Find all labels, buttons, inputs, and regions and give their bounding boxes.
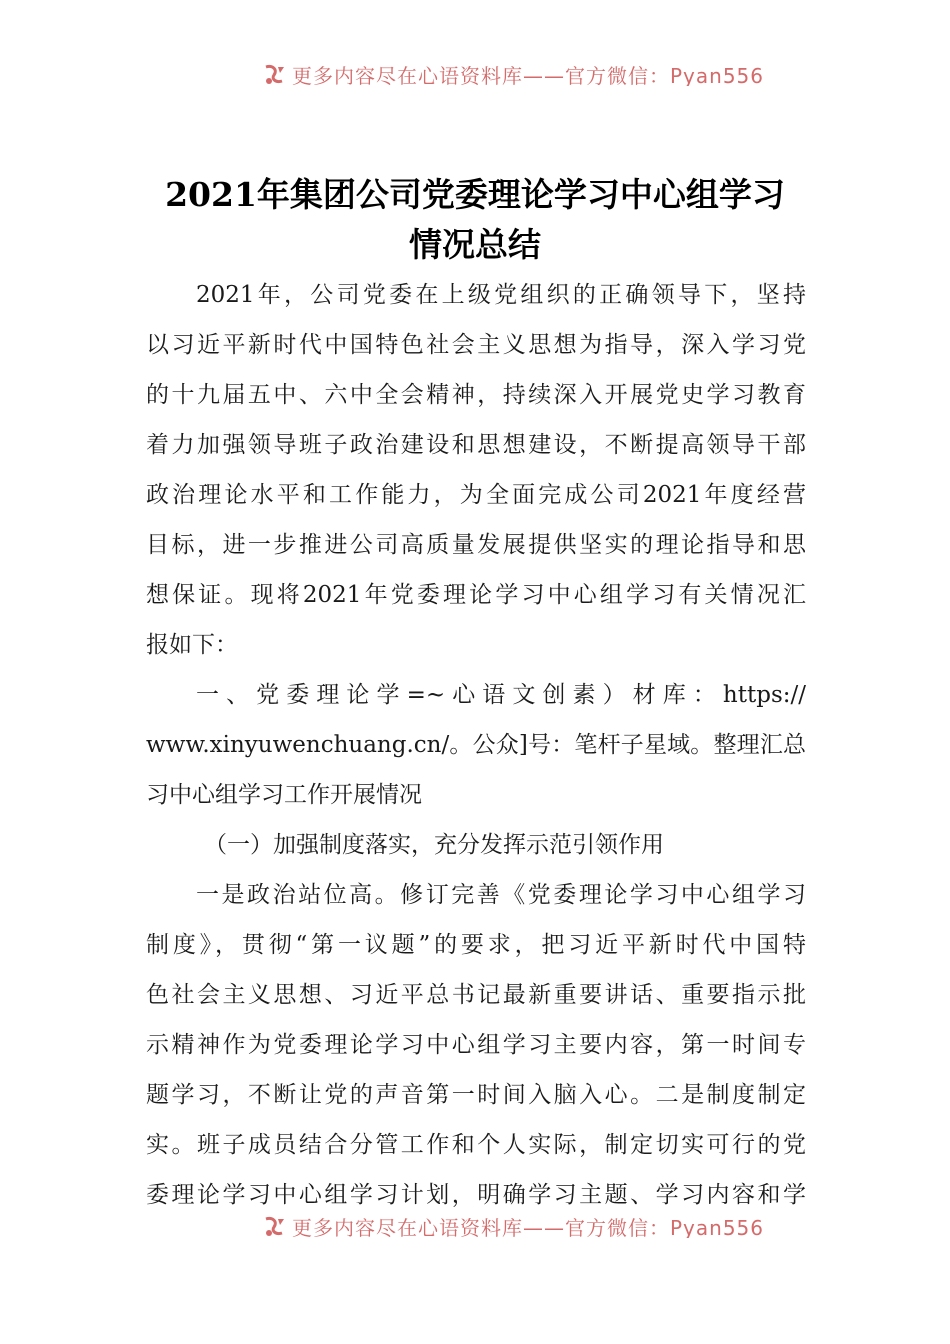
document-title-line-1: 2021年集团公司党委理论学习中心组学习 — [165, 175, 785, 214]
paragraph-line: 委理论学习中心组学习计划，明确学习主题、学习内容和学 — [146, 1182, 806, 1208]
header-watermark — [0, 52, 950, 86]
paragraph-line: 题学习，不断让党的声音第一时间入脑入心。二是制度制定 — [146, 1082, 806, 1108]
document-title-line-2: 情况总结 — [409, 225, 541, 264]
paragraph-line: 实。班子成员结合分管工作和个人实际，制定切实可行的党 — [146, 1132, 806, 1158]
document-body — [146, 270, 806, 1220]
paragraph-line: 的十九届五中、六中全会精神，持续深入开展党史学习教育 — [146, 382, 806, 408]
paragraph-line: 示精神作为党委理论学习中心组学习主要内容，第一时间专 — [146, 1032, 806, 1058]
footer-watermark — [0, 1204, 950, 1238]
watermark-logo-icon — [262, 63, 288, 87]
paragraph-line: 政治理论水平和工作能力，为全面完成公司2021年度经营 — [146, 482, 806, 508]
paragraph-line: 着力加强领导班子政治建设和思想建设，不断提高领导干部 — [146, 432, 806, 458]
subsection-heading: （一）加强制度落实，充分发挥示范引领作用 — [204, 832, 664, 858]
paragraph-line: 一是政治站位高。修订完善《党委理论学习中心组学习 — [196, 882, 806, 908]
paragraph-line: 目标，进一步推进公司高质量发展提供坚实的理论指导和思 — [146, 532, 806, 558]
paragraph-line: 以习近平新时代中国特色社会主义思想为指导，深入学习党 — [146, 332, 806, 358]
watermark-text: 更多内容尽在心语资料库——官方微信：Pyan556 — [292, 1216, 765, 1238]
paragraph-line: 制度》，贯彻“第一议题”的要求，把习近平新时代中国特 — [146, 932, 806, 958]
paragraph-line: 色社会主义思想、习近平总书记最新重要讲话、重要指示批 — [146, 982, 806, 1008]
watermark-text: 更多内容尽在心语资料库——官方微信：Pyan556 — [292, 64, 765, 86]
paragraph-line: 想保证。现将2021年党委理论学习中心组学习有关情况汇 — [146, 582, 806, 608]
section-heading-line: 一、党委理论学=~心语文创素）材库：https:// — [196, 682, 806, 708]
paragraph-line: 报如下： — [146, 632, 238, 658]
section-heading-line: 习中心组学习工作开展情况 — [146, 782, 422, 808]
paragraph-line: 2021年，公司党委在上级党组织的正确领导下，坚持 — [196, 282, 806, 308]
watermark-logo-icon — [262, 1215, 288, 1239]
section-heading-line: www.xinyuwenchuang.cn/。公众]号：笔杆子星域。整理汇总 — [146, 732, 806, 758]
